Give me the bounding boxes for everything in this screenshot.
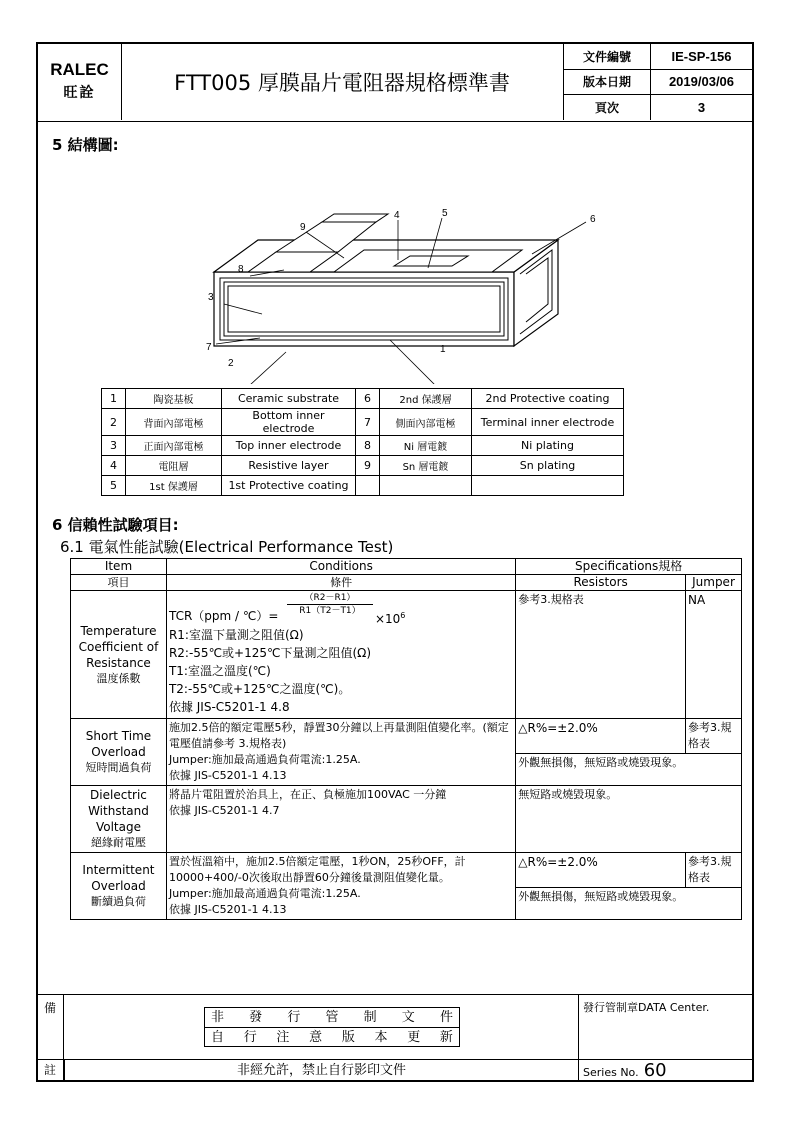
legend-name-zh-2: Ni 層電鍍 [380,436,472,456]
document-header [38,44,752,122]
header-jumper: Jumper [686,575,742,591]
legend-name-zh: 背面內部電極 [126,409,222,436]
document-title: FTT005 厚膜晶片電阻器規格標準書 [174,71,510,95]
doc-number-label: 文件編號 [564,44,651,69]
footer-bottom-row [38,1059,752,1081]
version-date-value: 2019/03/06 [651,69,753,94]
tcr-denominator: R1（T2－T1） [299,606,361,616]
legend-name-zh-2: 2nd 保護層 [380,389,472,409]
legend-number-2: 8 [356,436,380,456]
dwv-conditions [166,786,515,853]
page-value: 3 [697,100,706,116]
sto-appearance-spec: 外觀無損傷，無短路或燒毀現象。 [516,754,742,786]
diagram-lower-callouts [158,344,458,384]
sto-item-en: Short Time Overload [85,729,152,759]
dwv-cond-1: 將晶片電阻置於治具上，在正、負極施加100VAC 一分鐘 [168,788,447,801]
callout-8: 8 [238,264,244,275]
callout-1: 1 [440,344,446,355]
tcr-cond-1: R1:室溫下量測之阻值(Ω) [168,628,304,642]
company-logo [38,44,122,120]
dwv-item-en: Dielectric Withstand Voltage [88,788,149,834]
table-row [71,786,742,853]
legend-name-en: Resistive layer [222,456,356,476]
sto-cond-3: 依據 JIS-C5201-1 4.13 [168,769,287,782]
page-label: 頁次 [564,95,651,120]
document-meta-table [563,44,752,120]
legend-name-zh-2: 側面內部電極 [380,409,472,436]
tcr-conditions [166,591,515,719]
notice-char: 意 [309,1030,323,1045]
legend-number: 4 [102,456,126,476]
legend-row [102,456,624,476]
header-conditions-zh: 條件 [166,575,515,591]
header-item-zh: 項目 [71,575,167,591]
legend-number: 3 [102,436,126,456]
logo-en: RALEC [50,60,109,79]
notice-line-2 [205,1028,459,1047]
uncontrolled-document-stamp [204,1007,460,1047]
iol-item-zh: 斷續過負荷 [90,895,146,908]
tcr-exponent: 6 [400,611,406,620]
table-row [71,719,742,754]
notice-char: 制 [363,1010,377,1025]
tcr-cond-3: T1:室溫之溫度(℃) [168,664,271,678]
dwv-item-zh: 絕緣耐電壓 [90,836,146,849]
tcr-jumper-spec: NA [686,591,742,719]
sto-item-zh: 短時間過負荷 [85,761,152,774]
notice-char: 注 [276,1030,290,1045]
tcr-multiplier-base: ×10 [374,612,401,626]
notice-char: 本 [374,1030,388,1045]
legend-name-zh-2: Sn 層電鍍 [380,456,472,476]
legend-number-2 [356,476,380,496]
section5-heading: 5 結構圖: [52,136,119,154]
notice-char: 行 [287,1010,301,1025]
table-row [71,853,742,888]
dwv-cond-2: 依據 JIS-C5201-1 4.7 [168,804,280,817]
notice-char: 件 [439,1010,453,1025]
legend-name-zh: 正面內部電極 [126,436,222,456]
notice-char: 行 [243,1030,257,1045]
legend-number-2: 6 [356,389,380,409]
legend-row [102,409,624,436]
document-footer [38,994,752,1080]
remarks-char-1: 備 [44,1001,57,1015]
legend-name-en: Bottom inner electrode [222,409,356,436]
legend-number-2: 7 [356,409,380,436]
iol-jumper-spec: 參考3.規格表 [686,853,742,888]
iol-item-en: Intermittent Overload [82,863,155,893]
notice-char: 文 [401,1010,415,1025]
tcr-resistor-spec: 參考3.規格表 [516,591,686,719]
legend-name-en-2: 2nd Protective coating [472,389,624,409]
sto-conditions [166,719,515,786]
callout-4: 4 [394,210,400,221]
legend-name-en: Ceramic substrate [222,389,356,409]
tcr-numerator: （R2－R1） [287,592,373,605]
callout-3: 3 [208,292,214,303]
legend-name-en-2: Terminal inner electrode [472,409,624,436]
notice-char: 更 [407,1030,421,1045]
iol-item [71,853,167,920]
table-row [71,591,742,719]
callout-6: 6 [590,214,596,225]
legend-number: 2 [102,409,126,436]
notice-char: 非 [211,1010,225,1025]
sto-item [71,719,167,786]
legend-name-zh: 1st 保護層 [126,476,222,496]
control-stamp-label: 發行管制章DATA Center. [583,1001,710,1014]
notice-char: 版 [341,1030,355,1045]
legend-name-en: 1st Protective coating [222,476,356,496]
legend-name-en: Top inner electrode [222,436,356,456]
header-specifications: Specifications規格 [516,559,742,575]
electrical-test-table [70,558,742,920]
sto-cond-2: Jumper:施加最高通過負荷電流:1.25A. [168,753,361,766]
tcr-item-zh: 溫度係數 [96,671,141,685]
notice-char: 新 [439,1030,453,1045]
dwv-item [71,786,167,853]
section6-heading: 6 信賴性試驗項目: [52,516,179,534]
section6-1-subtitle: 6.1 電氣性能試驗(Electrical Performance Test) [60,538,394,556]
notice-char: 發 [249,1010,263,1025]
header-conditions [166,559,515,575]
tcr-item [71,591,167,719]
legend-number-2: 9 [356,456,380,476]
header-resistors: Resistors [516,575,686,591]
logo-zh: 旺詮 [63,85,96,101]
iol-cond-2: Jumper:施加最高通過負荷電流:1.25A. [168,887,361,900]
legend-name-en-2: Ni plating [472,436,624,456]
series-value: 60 [643,1060,667,1081]
dwv-spec: 無短路或燒毀現象。 [516,786,742,853]
iol-cond-1: 置於恆溫箱中，施加2.5倍額定電壓，1秒ON，25秒OFF，計10000+400/-0次後取出靜置60分鐘後量測阻值變化量。 [168,855,466,884]
series-number [578,1060,752,1081]
doc-number-value: IE-SP-156 [651,44,753,69]
tcr-cond-4: T2:-55℃或+125℃之溫度(℃)。 [168,682,351,696]
notice-char: 自 [211,1030,225,1045]
sto-resistor-spec: △R%=±2.0% [516,719,686,754]
tcr-multiplier [375,608,405,627]
callout-7: 7 [206,342,212,353]
header-item-en: Item [104,559,133,573]
legend-name-en-2 [472,476,624,496]
legend-name-zh: 陶瓷基板 [126,389,222,409]
iol-appearance-spec: 外觀無損傷，無短路或燒毀現象。 [516,888,742,920]
iol-resistor-spec: △R%=±2.0% [516,853,686,888]
callout-2: 2 [228,358,234,369]
legend-name-zh-2 [380,476,472,496]
notice-line-1 [205,1008,459,1028]
tcr-cond-5: 依據 JIS-C5201-1 4.8 [168,700,290,714]
header-item [71,559,167,575]
legend-number: 1 [102,389,126,409]
legend-number: 5 [102,476,126,496]
legend-row [102,476,624,496]
series-label: Series No. [583,1066,639,1079]
callout-5: 5 [442,208,448,219]
sto-jumper-spec: 參考3.規格表 [686,719,742,754]
sto-cond-1: 施加2.5倍的額定電壓5秒，靜置30分鐘以上再量測阻值變化率。(額定電壓值請參考 3.規格表) [168,721,509,750]
header-conditions-en: Conditions [309,559,373,573]
iol-conditions [166,853,515,920]
component-legend-table [101,388,624,496]
remarks-char-2: 註 [44,1063,57,1077]
iol-cond-3: 依據 JIS-C5201-1 4.13 [168,903,287,916]
legend-name-zh: 電阻層 [126,456,222,476]
callout-9: 9 [300,222,306,233]
version-date-label: 版本日期 [564,69,651,94]
tcr-cond-2: R2:-55℃或+125℃下量測之阻值(Ω) [168,646,372,660]
tcr-item-en: Temperature Coefficient of Resistance [78,623,159,670]
legend-name-en-2: Sn plating [472,456,624,476]
tcr-label: TCR（ppm / ℃）= [168,609,279,623]
copy-warning: 非經允許，禁止自行影印文件 [64,1060,578,1081]
page-frame [36,42,754,1082]
legend-row [102,389,624,409]
notice-char: 管 [325,1010,339,1025]
legend-row [102,436,624,456]
